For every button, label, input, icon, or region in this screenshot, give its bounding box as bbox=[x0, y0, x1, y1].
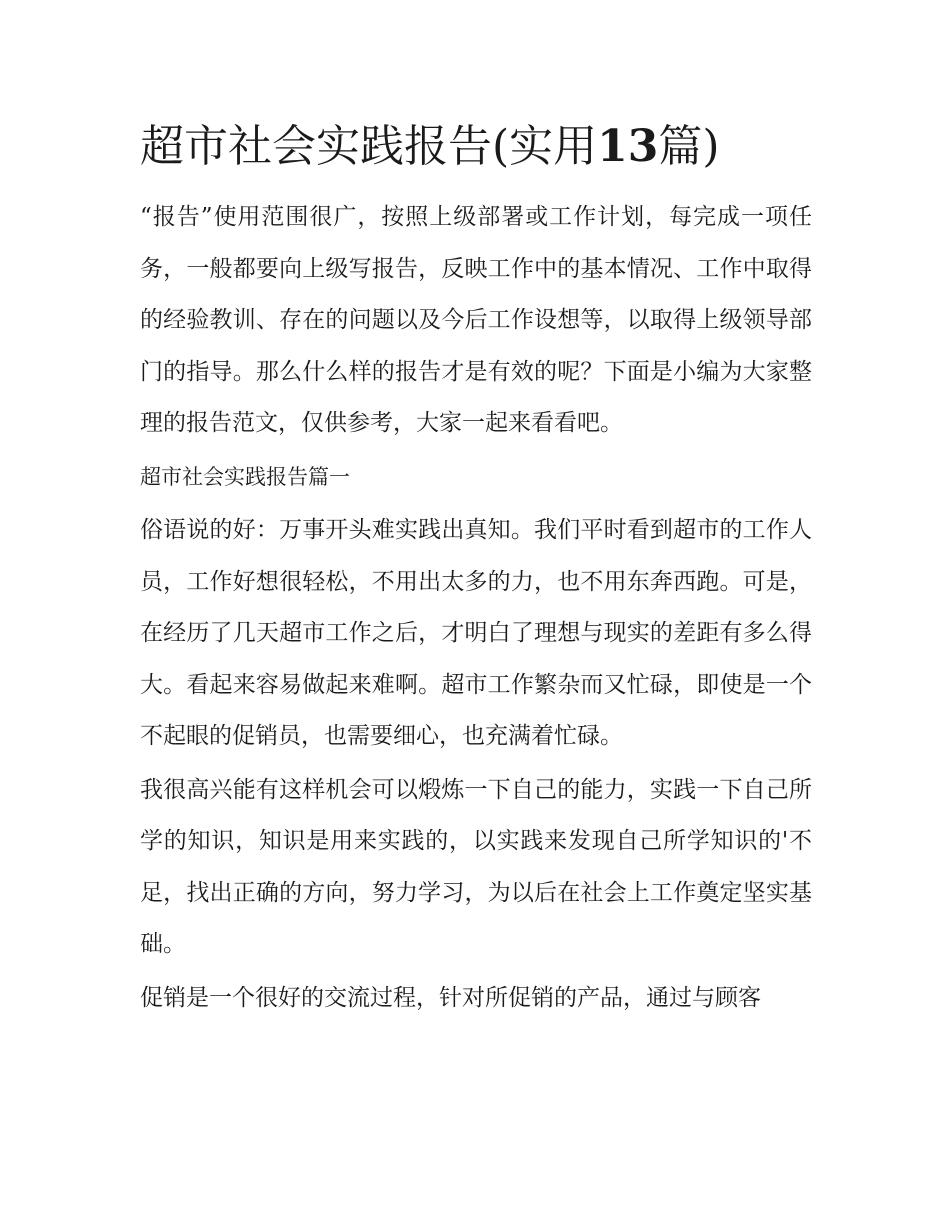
title-prefix: 超市社会实践报告(实用 bbox=[140, 121, 598, 172]
document-body bbox=[140, 112, 812, 1026]
body-paragraph-3: 促销是一个很好的交流过程，针对所促销的产品，通过与顾客 bbox=[140, 984, 761, 1011]
body-paragraph-2: 我很高兴能有这样机会可以煅炼一下自己的能力，实践一下自己所学的知识，知识是用来实践的，以实践来发现自己所学知识的'不足，找出正确的方向，努力学习，为以后在社会上工作奠定坚实基础。 bbox=[140, 776, 812, 957]
title-suffix: 篇) bbox=[658, 121, 720, 172]
intro-paragraph: “报告”使用范围很广，按照上级部署或工作计划，每完成一项任务，一般都要向上级写报告，反映工作中的基本情况、工作中取得的经验教训、存在的问题以及今后工作设想等，以取得上级领导部门的指导。那么什么样的报告才是有效的呢？下面是小编为大家整理的报告范文，仅供参考，大家一起来看看吧。 bbox=[140, 204, 812, 436]
document-title bbox=[140, 112, 812, 182]
body-paragraph-1: 俗语说的好：万事开头难实践出真知。我们平时看到超市的工作人员，工作好想很轻松，不用出太多的力，也不用东奔西跑。可是，在经历了几天超市工作之后，才明白了理想与现实的差距有多么得大。看起来容易做起来难啊。超市工作繁杂而又忙碌，即使是一个不起眼的促销员，也需要细心，也充满着忙碌。 bbox=[140, 517, 812, 749]
title-number: 13 bbox=[597, 121, 659, 172]
section-heading: 超市社会实践报告篇一 bbox=[140, 464, 350, 489]
